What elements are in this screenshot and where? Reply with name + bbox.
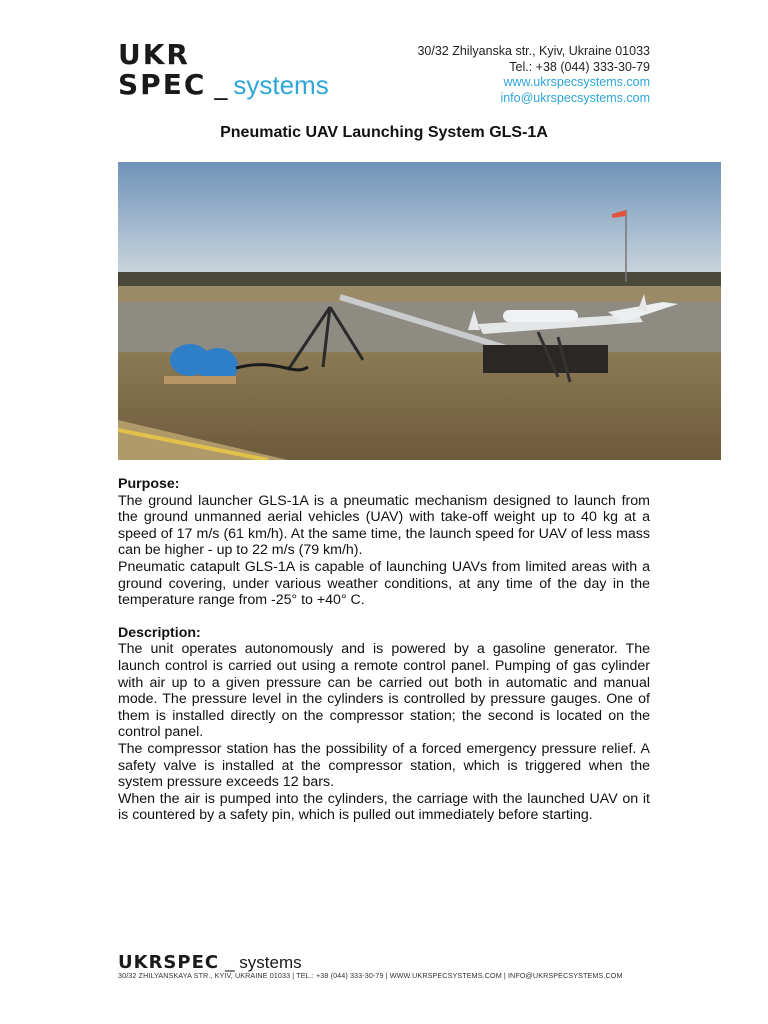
logo-line-ukr: UKR xyxy=(118,38,190,71)
section-gap xyxy=(118,609,650,625)
description-paragraph-2: The compressor station has the possibility of a forced emergency pressure relief. A safety valve is installed at the compressor station, which is triggered when the system pressure exceeds 12 bars. xyxy=(118,740,650,791)
logo-spec-text: SPEC xyxy=(118,68,207,101)
logo-underscore: _ xyxy=(214,71,230,101)
footer-logo-systems: _ systems xyxy=(225,953,302,972)
description-heading: Description: xyxy=(118,624,201,641)
purpose-heading: Purpose: xyxy=(118,476,180,492)
contact-email-link[interactable]: info@ukrspecsystems.com xyxy=(500,90,650,105)
contact-website-link[interactable]: www.ukrspecsystems.com xyxy=(503,75,650,89)
logo-line-spec xyxy=(118,70,358,101)
launcher-photo-illustration xyxy=(118,162,721,460)
contact-phone: Tel.: +38 (044) 333-30-79 xyxy=(509,59,650,74)
contact-block xyxy=(417,44,650,106)
description-paragraph-3: When the air is pumped into the cylinders, the carriage with the launched UAV on it is countered by a safety pin, which is pulled out immediately before starting. xyxy=(118,790,650,824)
document-body xyxy=(118,476,650,824)
footer-logo-bold: UKRSPEC xyxy=(118,952,220,973)
footer-logo xyxy=(118,952,302,973)
purpose-paragraph-1: The ground launcher GLS-1A is a pneumatic mechanism designed to launch from the ground unmanned aerial vehicles (UAV) with take-off weight up to 40 kg at a speed of 17 m/s (61 km/h). At the same time, the launch speed for UAV of less mass can be higher - up to 22 m/s (79 km/h). xyxy=(118,492,650,559)
document-title: Pneumatic UAV Launching System GLS-1A xyxy=(220,124,548,141)
launcher-photo xyxy=(118,162,721,460)
logo-systems-text: systems xyxy=(233,70,329,100)
company-logo xyxy=(118,40,358,104)
description-paragraph-1: The unit operates autonomously and is powered by a gasoline generator. The launch control is carried out using a remote control panel. Pumping of gas cylinder with air up to a given pressure can be carried out both in automatic and manual mode. The pressure level in the cylinders is controlled by pressure gauges. One of them is installed directly on the compressor station; the second is located on the control panel. xyxy=(118,641,650,741)
purpose-paragraph-2: Pneumatic catapult GLS-1A is capable of launching UAVs from limited areas with a ground covering, under various weather conditions, at any time of the day in the temperature range from -25° to +40° C. xyxy=(118,558,650,609)
footer-contact-line: 30/32 ZHILYANSKAYA STR., KYIV, UKRAINE 01033 | TEL.: +38 (044) 333-30-79 | WWW.UKRSPECSYSTEMS.COM | INFO@UKRSPECSYSTEMS.COM xyxy=(118,971,623,980)
contact-address: 30/32 Zhilyanska str., Kyiv, Ukraine 01033 xyxy=(417,44,650,58)
